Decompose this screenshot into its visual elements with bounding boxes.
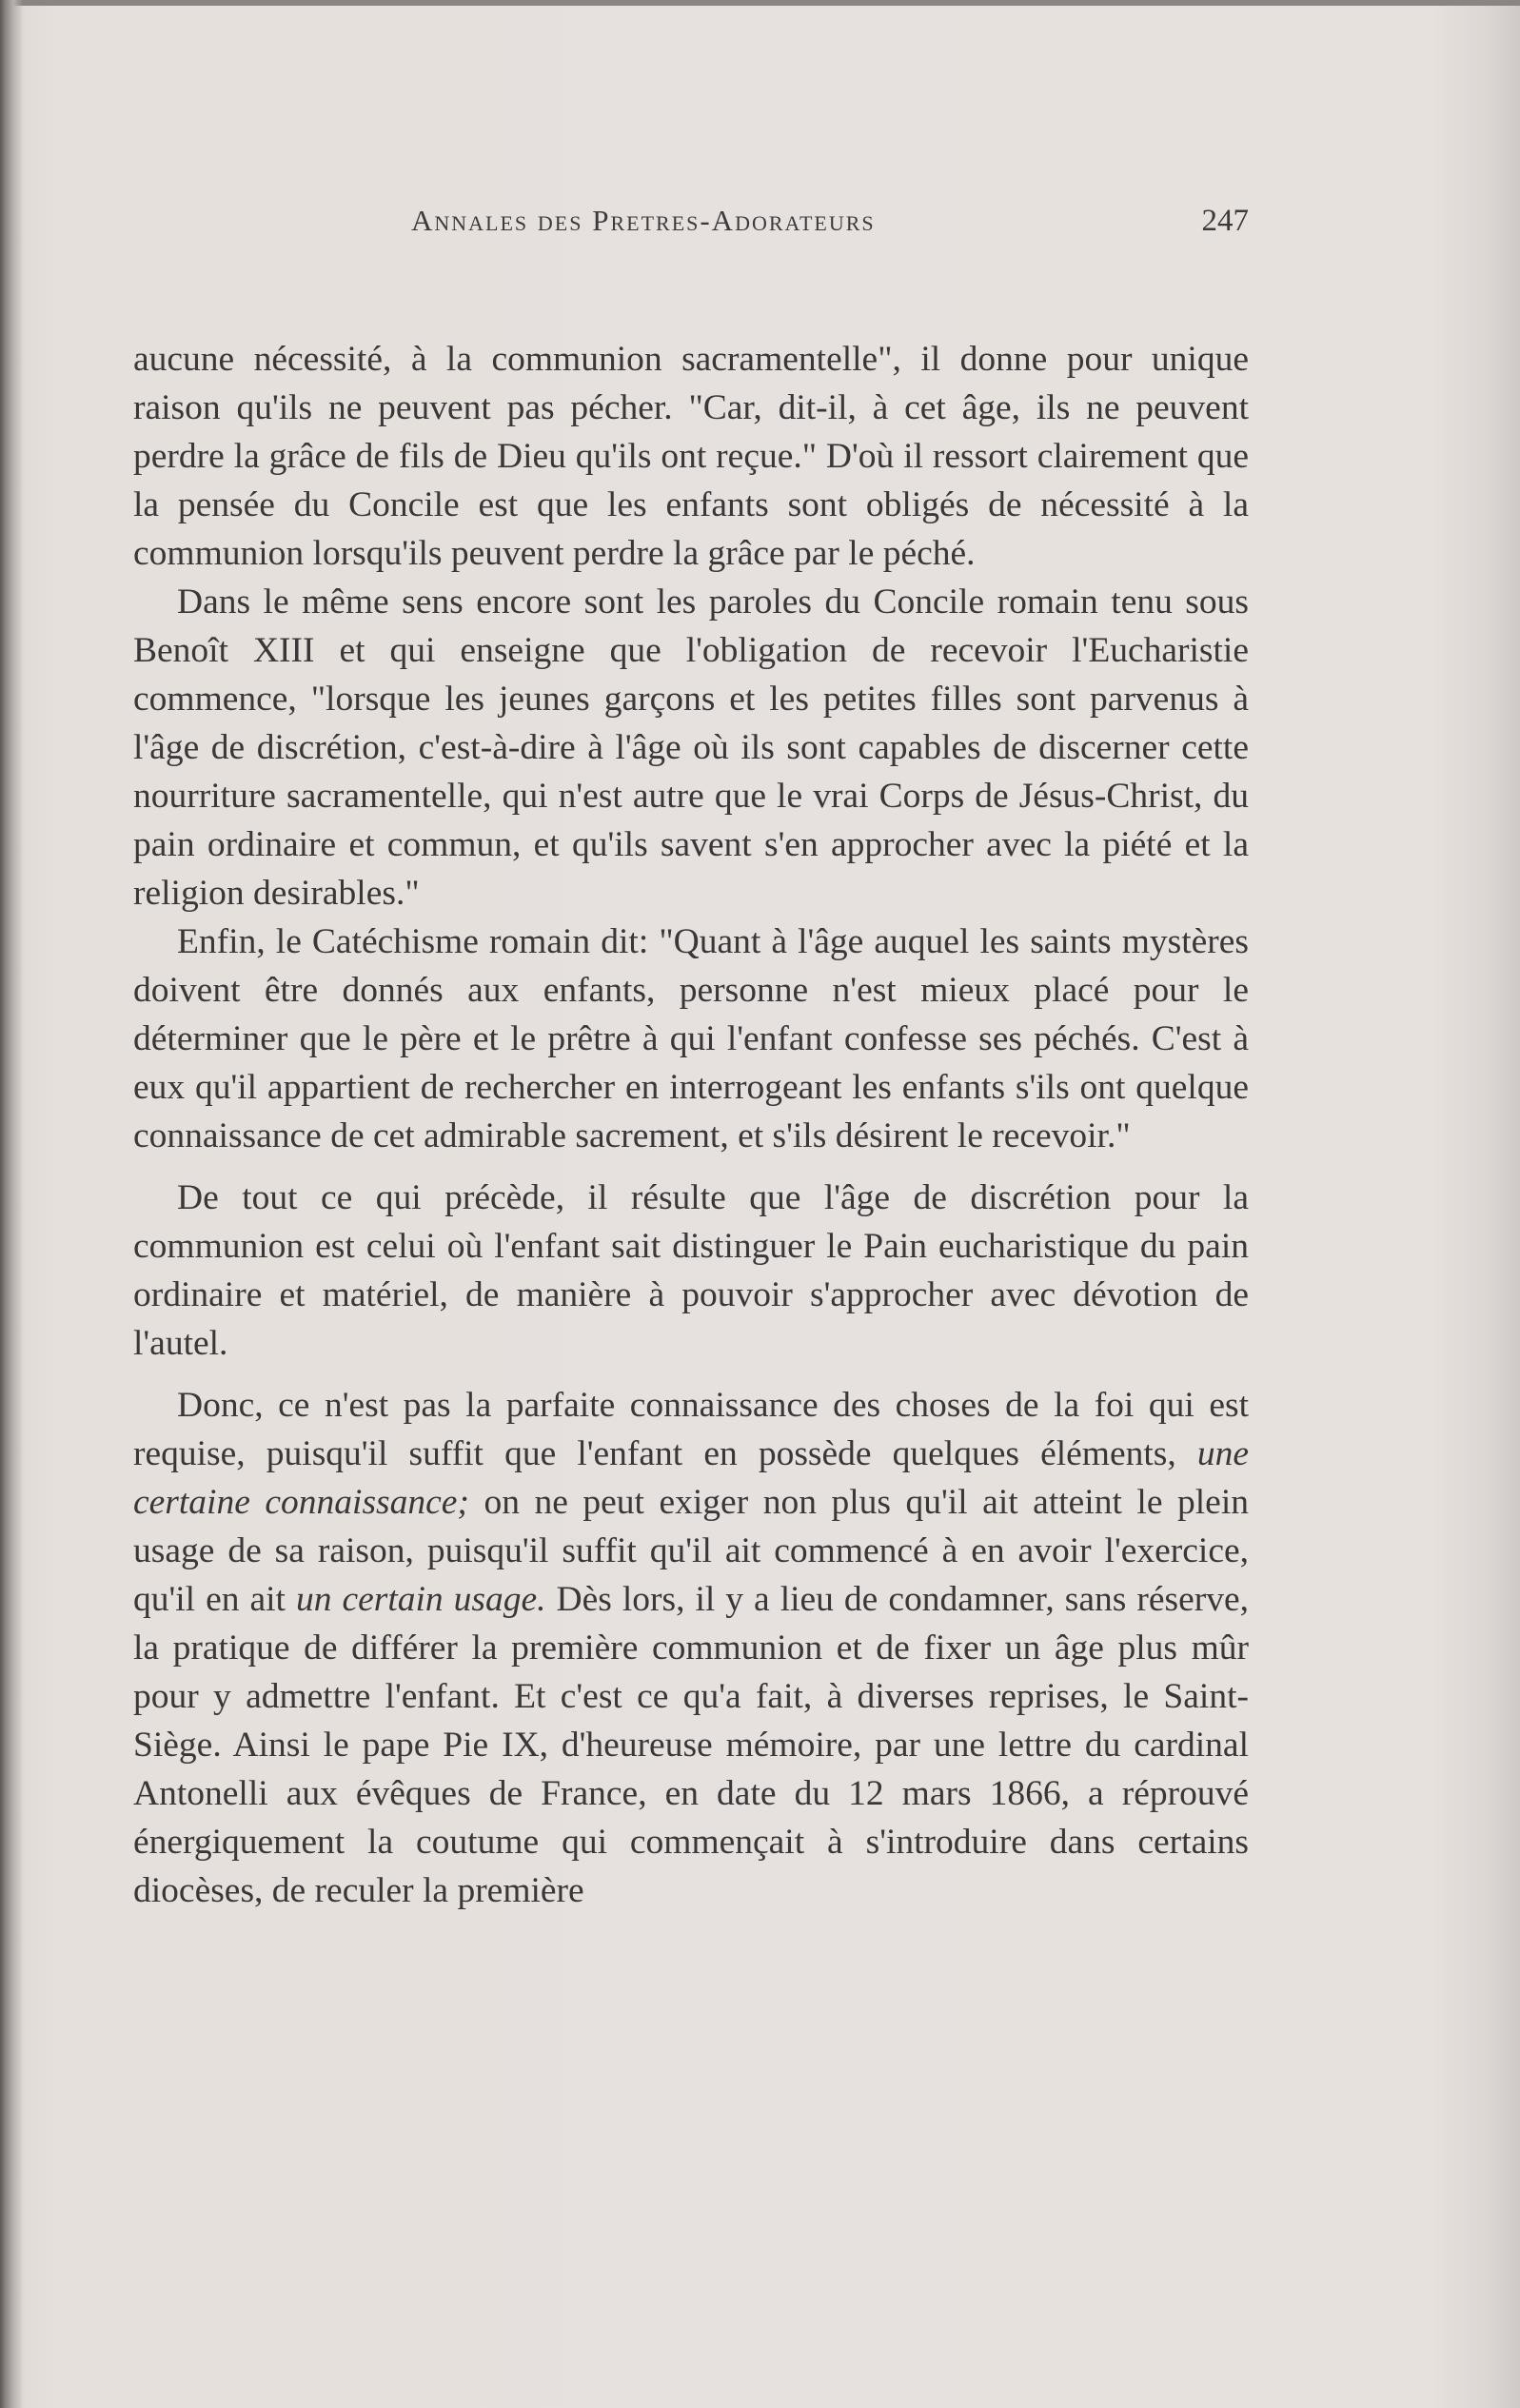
paragraph-3: Enfin, le Catéchisme romain dit: "Quant à l'âge auquel les saints mystères doivent être donnés aux enfants, personne n'est mieux placé pour le déterminer que le père et le prêtre à qui l'enfant confesse ses péchés. C'est à eux qu'il appartient de rechercher en interrogeant les enfants s'ils ont quelque connaissance de cet admirable sacrement, et s'ils désirent le recevoir." — [133, 922, 1249, 1155]
paragraph-5-part-3: Dès lors, il y a lieu de condamner, sans réserve, la pratique de différer la première communion et de fixer un âge plus mûr pour y admettre l'enfant. Et c'est ce qu'a fait, à diverses reprises, le Saint-Siège. Ainsi le pape Pie IX, d'heureuse mémoire, par une lettre du cardinal Antonelli aux évêques de France, en date du 12 mars 1866, a réprouvé énergiquement la coutume qui commençait à s'introduire dans certains diocèses, de reculer la première — [133, 1580, 1249, 1910]
italic-phrase-2: un certain usage. — [295, 1580, 546, 1619]
page-top-edge — [0, 0, 1520, 6]
page-number: 247 — [1201, 204, 1249, 238]
paragraph-5-part-1: Donc, ce n'est pas la parfaite connaissance des choses de la foi qui est requise, puisqu'il suffit que l'enfant en possède quelques éléments, — [133, 1386, 1249, 1473]
running-head: Annales des Pretres-Adorateurs — [411, 204, 876, 237]
paragraph-5 — [133, 1381, 1249, 1915]
italic-phrase-1: une certaine connaissance; — [133, 1434, 1249, 1522]
paragraph-1: aucune nécessité, à la communion sacramentelle", il donne pour unique raison qu'ils ne peuvent pas pécher. "Car, dit-il, à cet âge, ils ne peuvent perdre la grâce de fils de Dieu qu'ils ont reçue." D'où il ressort clairement que la pensée du Concile est que les enfants sont obligés de nécessité à la communion lorsqu'ils peuvent perdre la grâce par le péché. — [133, 340, 1249, 573]
binding-gutter — [0, 0, 23, 2408]
paragraph-2: Dans le même sens encore sont les paroles du Concile romain tenu sous Benoît XIII et qui enseigne que l'obligation de recevoir l'Eucharistie commence, "lorsque les jeunes garçons et les petites filles sont parvenus à l'âge de discrétion, c'est-à-dire à l'âge où ils sont capables de discerner cette nourriture sacramentelle, qui n'est autre que le vrai Corps de Jésus-Christ, du pain ordinaire et commun, et qu'ils savent s'en approcher avec la piété et la religion desirables." — [133, 582, 1249, 913]
page-header — [126, 204, 1249, 251]
body-text — [133, 335, 1249, 1915]
paragraph-5-part-2: on ne peut exiger non plus qu'il ait atteint le plein usage de sa raison, puisqu'il suffit qu'il ait commencé à en avoir l'exercice, qu'il en ait — [133, 1483, 1249, 1619]
paragraph-4: De tout ce qui précède, il résulte que l'âge de discrétion pour la communion est celui où l'enfant sait distinguer le Pain eucharistique du pain ordinaire et matériel, de manière à pouvoir s'approcher avec dévotion de l'autel. — [133, 1178, 1249, 1363]
